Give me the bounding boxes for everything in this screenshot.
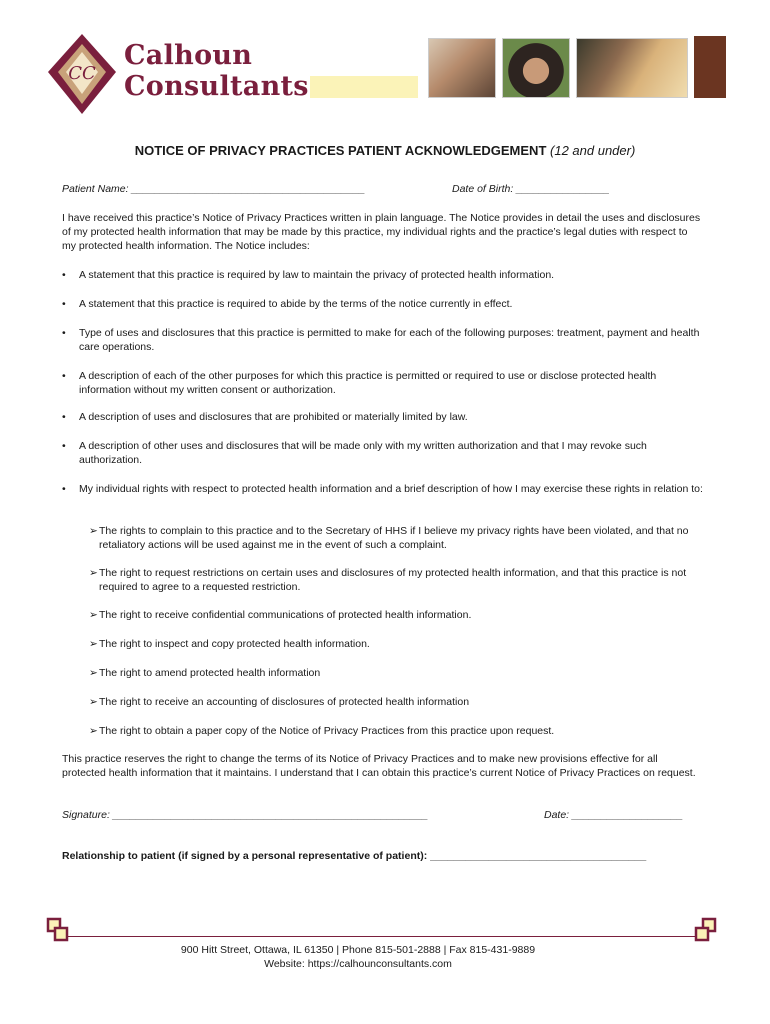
calhoun-logo-icon [46,32,118,116]
relationship-field[interactable]: Relationship to patient (if signed by a personal representative of patient): _____________________________________ [62,850,647,862]
title-main: NOTICE OF PRIVACY PRACTICES PATIENT ACKNOWLEDGEMENT [134,143,547,158]
logo-initials: CC [68,63,96,84]
brand-line-1: Calhoun [124,40,253,71]
closing-paragraph: This practice reserves the right to change the terms of its Notice of Privacy Practices and to make new provisions effective for all protected health information that it maintains. I understand that I can obtain this practice’s current Notice of Privacy Practices on request. [62,753,696,779]
header-brown-block [694,36,726,98]
child-photo [502,38,570,98]
footer-website[interactable]: Website: https://calhounconsultants.com [264,958,452,970]
brand-name [124,40,309,102]
arrow-bullet-icon: ➢ [89,638,98,650]
footer-divider [66,936,702,937]
signature-field[interactable]: Signature: ______________________________________________________ [62,809,429,821]
brand-line-2: Consultants [124,71,309,102]
header-accent-bar [310,76,418,98]
couple-photo [576,38,688,98]
signature-date-field[interactable]: Date: ___________________ [544,809,683,821]
date-of-birth-field[interactable]: Date of Birth: ________________ [452,183,610,195]
arrow-bullet-icon: ➢ [89,725,98,737]
patient-name-field[interactable]: Patient Name: ________________________________________ [62,183,366,195]
arrow-bullet-icon: ➢ [89,609,98,621]
page-title [0,143,770,158]
arrow-bullet-icon: ➢ [89,567,98,579]
arrow-bullet-icon: ➢ [89,667,98,679]
intro-paragraph: I have received this practice’s Notice of Privacy Practices written in plain language. The Notice provides in detail the uses and disclosures of my protected health information that may be made by this practice, my individual rights and the practice’s legal duties with respect to my protected health information. The Notice includes: [62,212,701,252]
title-sub: (12 and under) [550,143,636,158]
family-photo [428,38,496,98]
footer-squares-left-icon [46,917,70,943]
arrow-bullet-icon: ➢ [89,525,98,537]
footer-squares-right-icon [694,917,718,943]
arrow-bullet-icon: ➢ [89,696,98,708]
footer-address: 900 Hitt Street, Ottawa, IL 61350 | Phone 815-501-2888 | Fax 815-431-9889 [180,944,536,956]
